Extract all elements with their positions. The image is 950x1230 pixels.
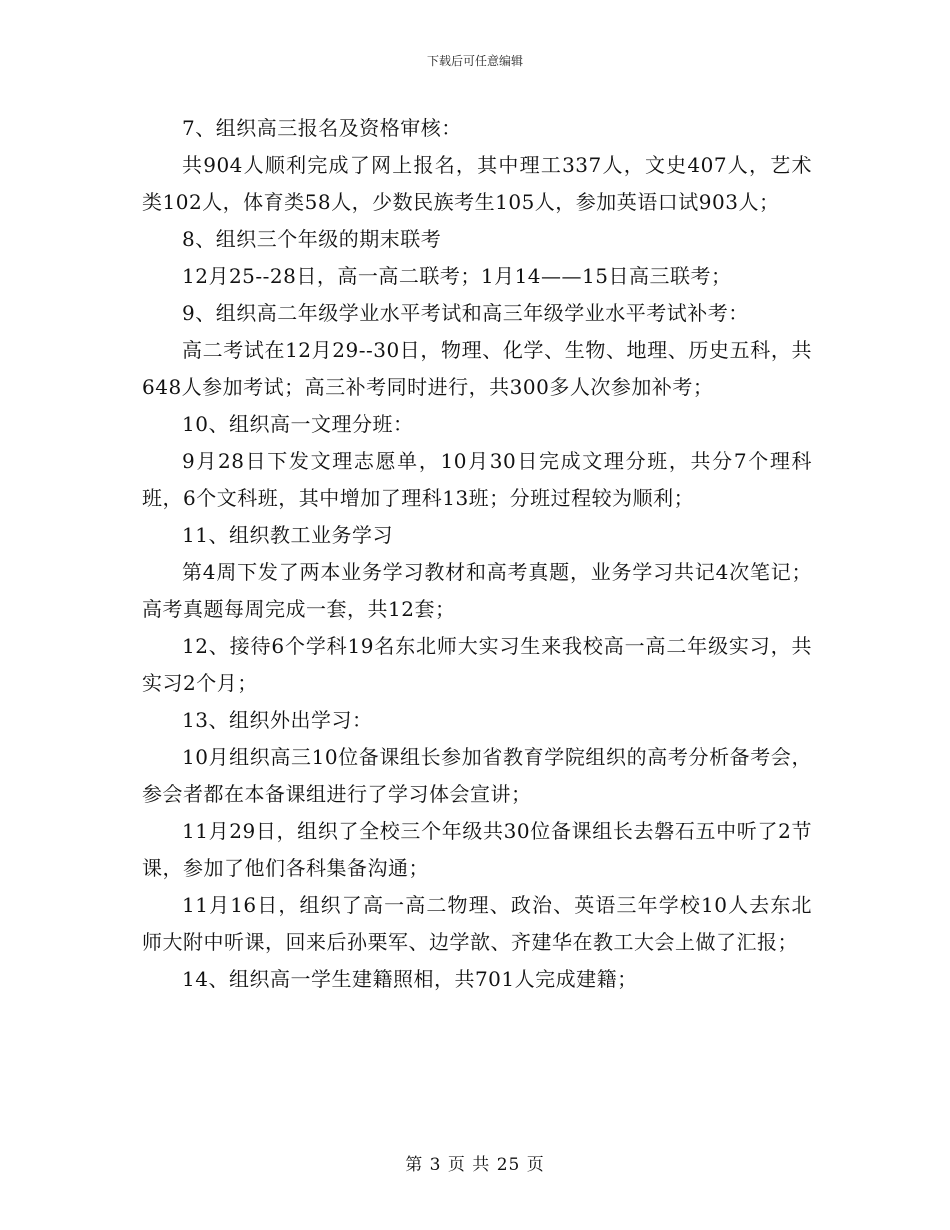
paragraph-november-16-trip: 11月16日，组织了高一高二物理、政治、英语三年学校10人去东北师大附中听课，回来后孙栗军、边学歆、齐建华在教工大会上做了汇报； <box>142 893 812 954</box>
paragraph-item-10-heading: 10、组织高一文理分班： <box>182 412 414 436</box>
paragraph-staff-study-details: 第4周下发了两本业务学习教材和高考真题，业务学习共记4次笔记；高考真题每周完成一套，共12套； <box>142 560 812 621</box>
paragraph-registration-stats: 共904人顺利完成了网上报名，其中理工337人，文史407人，艺术类102人，体育类58人，少数民族考生105人，参加英语口试903人； <box>142 153 812 214</box>
paragraph-item-9-heading: 9、组织高二年级学业水平考试和高三年级学业水平考试补考： <box>182 301 749 325</box>
paragraph-october-study-trip: 10月组织高三10位备课组长参加省教育学院组织的高考分析备考会，参会者都在本备课组进行了学习体会宣讲； <box>142 745 812 806</box>
page-header-note: 下载后可任意编辑 <box>426 54 523 68</box>
paragraph-proficiency-exam-details: 高二考试在12月29--30日，物理、化学、生物、地理、历史五科，共648人参加考试；高三补考同时进行，共300多人次参加补考； <box>142 338 812 399</box>
paragraph-november-29-trip: 11月29日，组织了全校三个年级共30位备课组长去磐石五中听了2节课，参加了他们各科集备沟通； <box>142 819 812 880</box>
paragraph-class-division-details: 9月28日下发文理志愿单，10月30日完成文理分班，共分7个理科班，6个文科班，其中增加了理科13班；分班过程较为顺利； <box>142 449 812 510</box>
paragraph-item-8-heading: 8、组织三个年级的期末联考 <box>182 227 442 251</box>
paragraph-item-7-heading: 7、组织高三报名及资格审核： <box>182 116 462 140</box>
paragraph-item-12-interns: 12、接待6个学科19名东北师大实习生来我校高一高二年级实习，共实习2个月； <box>142 634 812 695</box>
document-body <box>142 110 812 998</box>
paragraph-item-14-enrollment: 14、组织高一学生建籍照相，共701人完成建籍； <box>182 967 638 991</box>
paragraph-item-11-heading: 11、组织教工业务学习 <box>182 523 393 547</box>
page-number-footer: 第 3 页 共 25 页 <box>405 1155 545 1175</box>
paragraph-item-13-heading: 13、组织外出学习： <box>182 708 373 732</box>
paragraph-joint-exam-dates: 12月25--28日，高一高二联考；1月14——15日高三联考； <box>182 264 732 288</box>
